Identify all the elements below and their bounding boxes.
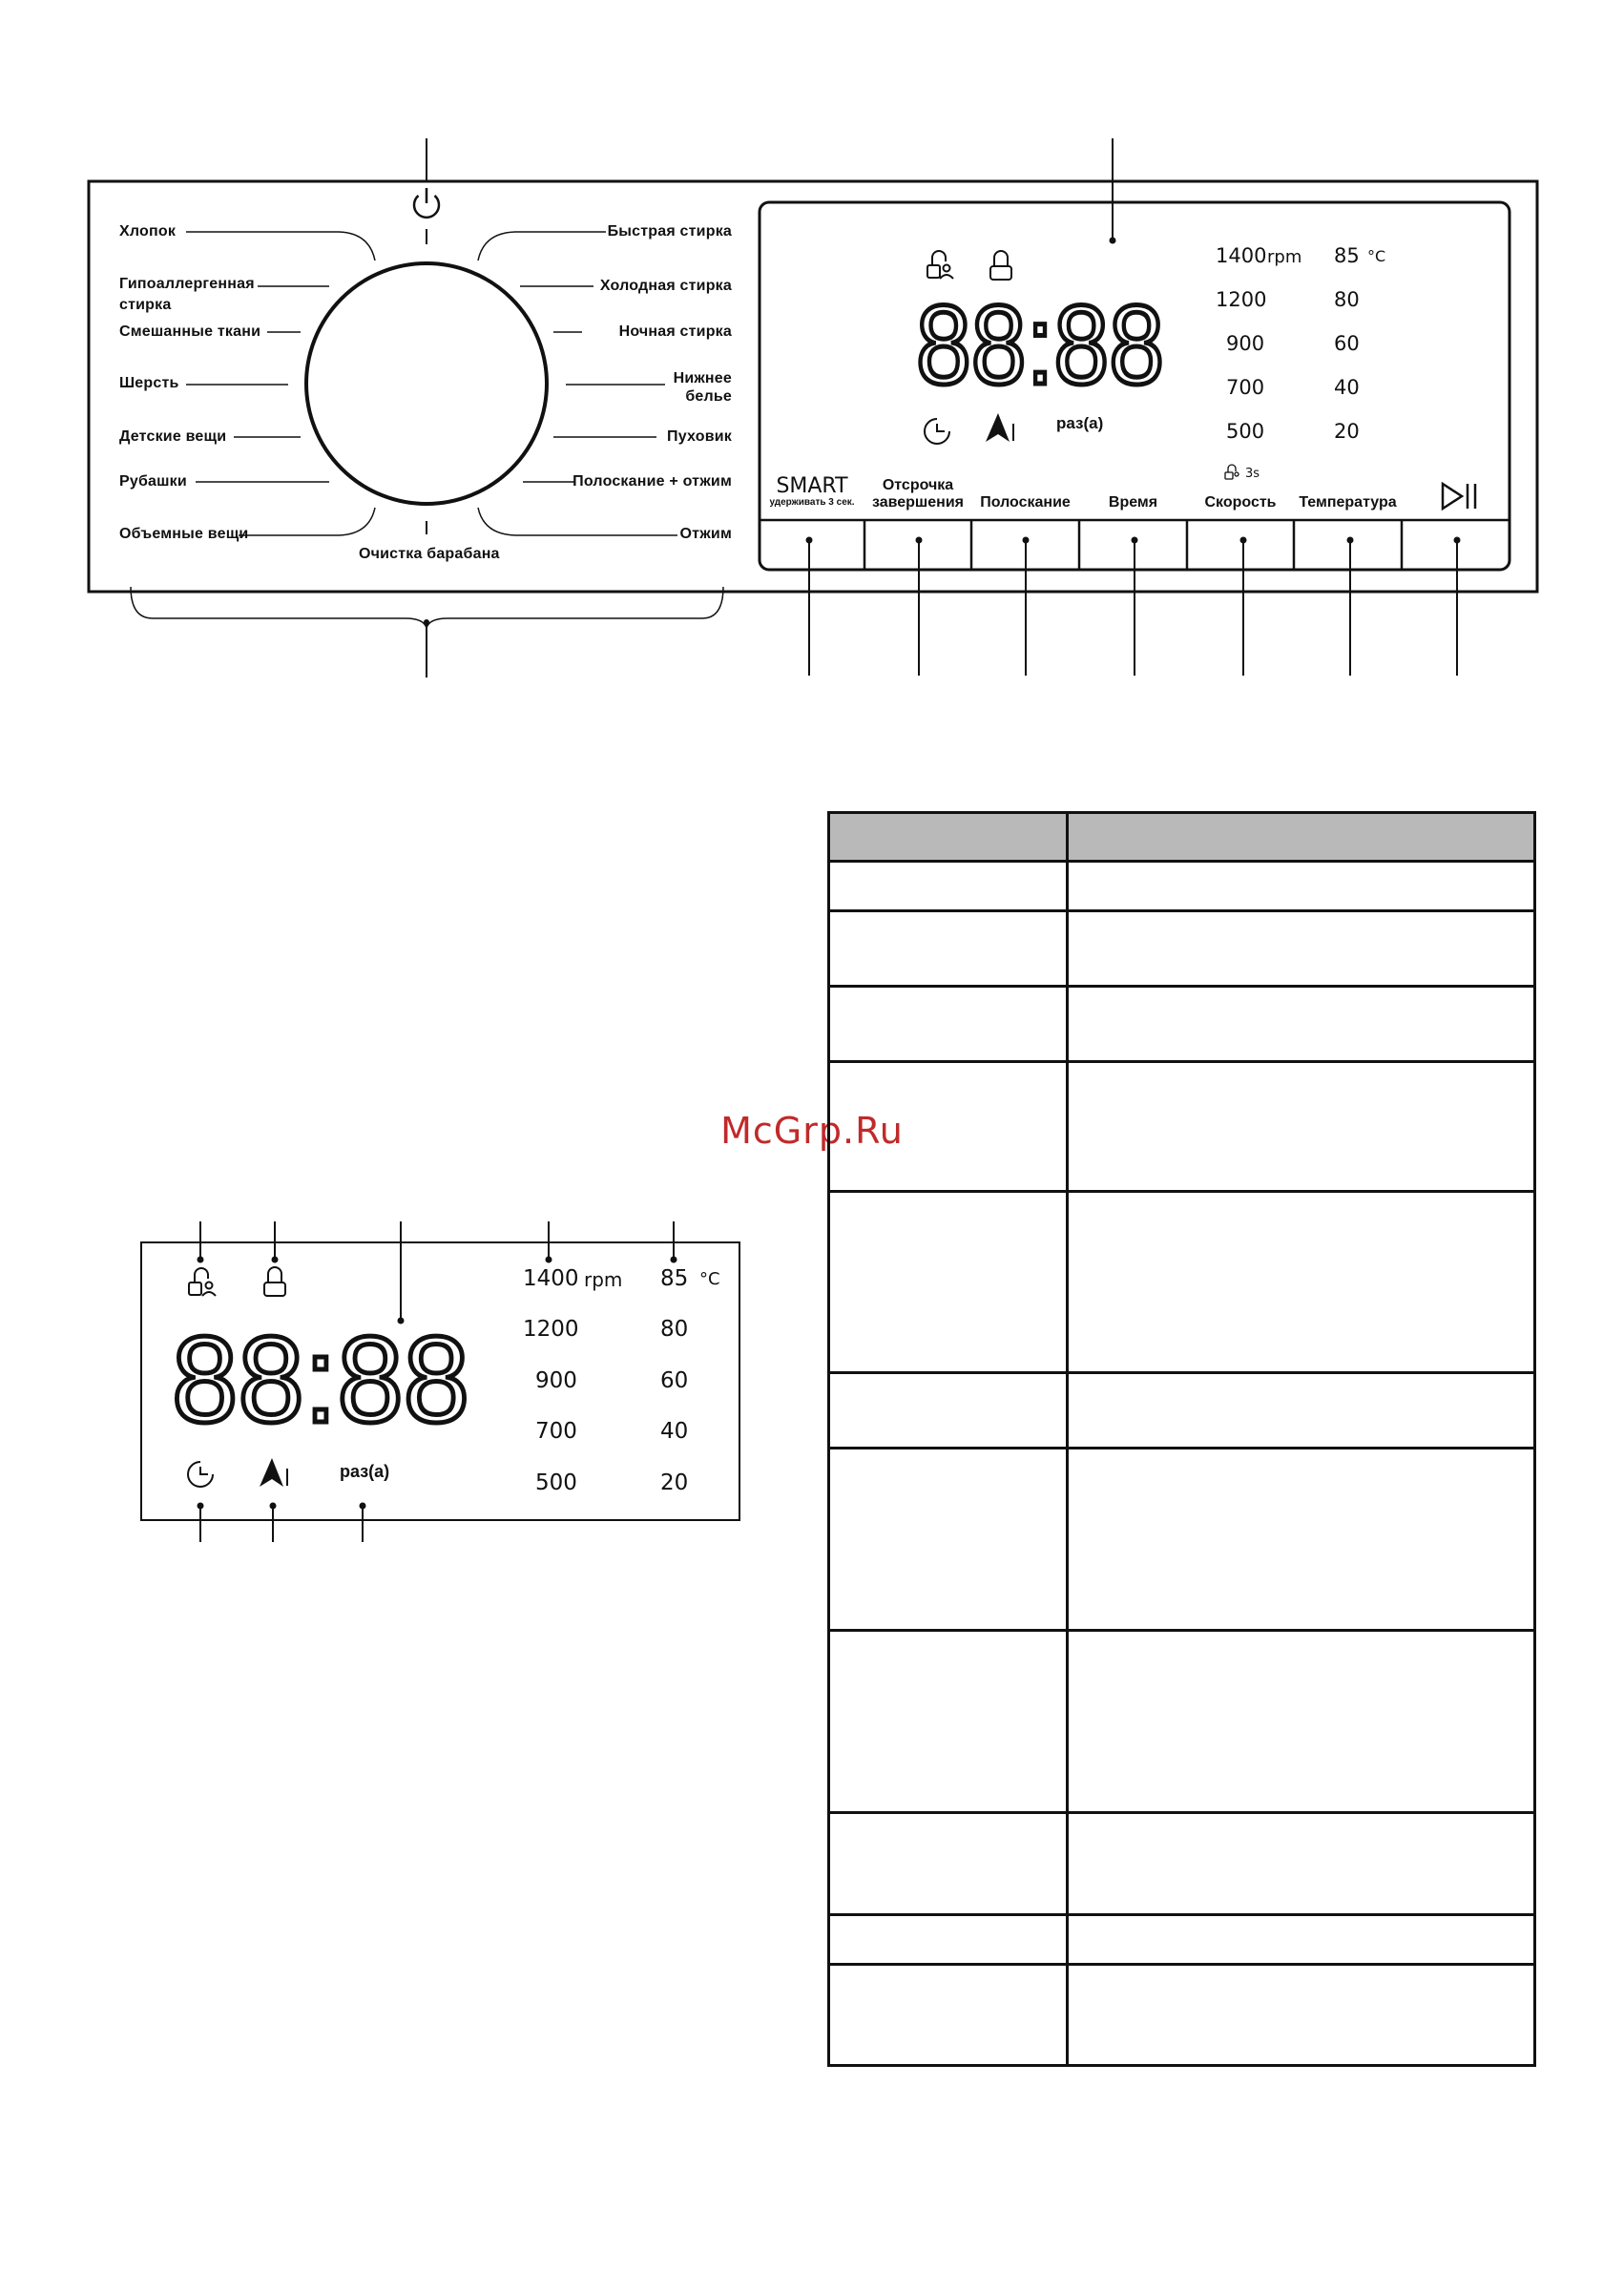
detail-temp-80: 80 <box>660 1317 689 1342</box>
program-wool: Шерсть <box>119 375 179 391</box>
detail-temp-60: 60 <box>660 1368 689 1393</box>
delay-label-line1: Отсрочка <box>882 477 954 493</box>
temperature-button[interactable] <box>1296 522 1400 568</box>
program-night: Ночная стирка <box>618 323 732 340</box>
detail-speed-1200: 1200 <box>523 1317 579 1342</box>
temperature-label: Температура <box>1299 494 1397 511</box>
panel-temp-85: 85 <box>1334 244 1360 267</box>
child-lock-hint-icon <box>1225 465 1239 479</box>
table-row <box>829 1192 1535 1373</box>
program-cold: Холодная стирка <box>599 278 732 294</box>
panel-speed-700: 700 <box>1226 376 1265 399</box>
table-row <box>829 1915 1535 1965</box>
detail-door-lock-icon <box>264 1267 285 1296</box>
panel-diagram <box>0 0 1624 706</box>
detail-child-lock-icon <box>189 1268 216 1296</box>
detail-speed-unit: rpm <box>584 1268 623 1291</box>
program-selector-knob[interactable] <box>306 263 547 504</box>
detail-temp-20: 20 <box>660 1470 689 1495</box>
detail-temp-unit: °C <box>699 1269 720 1289</box>
table-row <box>829 1631 1535 1813</box>
program-quick: Быстрая стирка <box>607 223 732 240</box>
program-spin: Отжим <box>679 526 732 542</box>
smart-button[interactable] <box>761 522 863 568</box>
smart-label: SMART <box>776 474 848 498</box>
speed-button[interactable] <box>1189 522 1292 568</box>
table-row <box>829 1449 1535 1631</box>
panel-temp-80: 80 <box>1334 288 1360 311</box>
panel-speed-1400: 1400 <box>1216 244 1267 267</box>
panel-time-display: 88:88 <box>916 282 1164 408</box>
panel-temp-20: 20 <box>1334 420 1360 443</box>
display-detail-diagram <box>0 1212 763 1555</box>
detail-delay-clock-icon <box>188 1462 213 1487</box>
watermark: McGrp.Ru <box>720 1110 904 1152</box>
table-row <box>829 862 1535 911</box>
detail-temp-40: 40 <box>660 1419 689 1444</box>
time-button[interactable] <box>1081 522 1185 568</box>
table-row <box>829 1813 1535 1915</box>
table-row <box>829 1062 1535 1192</box>
panel-speed-900: 900 <box>1226 332 1265 355</box>
detail-speed-700: 700 <box>535 1419 577 1444</box>
program-hypoallergenic: Гипоаллергенная <box>119 276 255 292</box>
detail-temp-85: 85 <box>660 1266 689 1291</box>
detail-rinse-unit: раз(а) <box>340 1462 390 1481</box>
speed-label: Скорость <box>1204 494 1277 511</box>
auto-dose-icon <box>986 413 1013 442</box>
start-pause-button[interactable] <box>1404 522 1508 568</box>
table-header-row <box>829 813 1535 862</box>
door-lock-icon <box>990 251 1011 280</box>
time-label: Время <box>1108 494 1158 511</box>
program-underwear: Нижнее <box>673 370 732 386</box>
delay-clock-icon <box>925 419 949 444</box>
rinse-button[interactable] <box>973 522 1077 568</box>
panel-temp-unit: °C <box>1367 247 1386 265</box>
delay-button[interactable] <box>866 522 969 568</box>
program-down: Пуховик <box>667 428 732 445</box>
table-row <box>829 987 1535 1062</box>
panel-speed-500: 500 <box>1226 420 1265 443</box>
detail-speed-900: 900 <box>535 1368 577 1393</box>
panel-temp-40: 40 <box>1334 376 1360 399</box>
detail-speed-500: 500 <box>535 1470 577 1495</box>
description-table <box>827 811 1536 2067</box>
delay-label-line2: завершения <box>871 494 964 511</box>
child-lock-icon <box>927 251 953 279</box>
detail-time-display: 88:88 <box>172 1312 469 1449</box>
panel-temp-60: 60 <box>1334 332 1360 355</box>
program-bulky: Объемные вещи <box>119 526 249 542</box>
program-cotton: Хлопок <box>119 223 177 240</box>
program-shirts: Рубашки <box>119 473 187 490</box>
power-icon[interactable] <box>414 188 439 218</box>
play-pause-icon <box>1443 484 1475 509</box>
program-rinse-spin: Полоскание + отжим <box>573 473 732 490</box>
detail-speed-1400: 1400 <box>523 1266 579 1291</box>
smart-hint: удерживать 3 сек. <box>769 497 855 508</box>
table-row <box>829 1373 1535 1449</box>
table-row <box>829 911 1535 987</box>
panel-rinse-unit: раз(а) <box>1056 414 1104 432</box>
program-mixed: Смешанные ткани <box>119 323 261 340</box>
panel-lock-hint: 3s <box>1245 467 1260 481</box>
detail-auto-dose-icon <box>260 1458 287 1487</box>
program-hypoallergenic-line2: стирка <box>119 297 172 313</box>
program-underwear-line2: белье <box>685 388 732 405</box>
rinse-label: Полоскание <box>980 494 1071 511</box>
program-drum-clean: Очистка барабана <box>359 546 500 562</box>
panel-speed-unit: rpm <box>1267 247 1302 267</box>
program-baby: Детские вещи <box>119 428 227 445</box>
panel-speed-1200: 1200 <box>1216 288 1267 311</box>
table-row <box>829 1965 1535 2066</box>
